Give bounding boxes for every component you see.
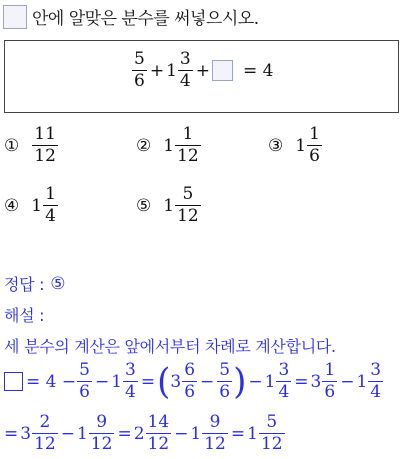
problem-box — [4, 40, 399, 113]
answer-value: ⑤ — [50, 273, 66, 294]
answer-blank-box — [3, 5, 27, 29]
answer-blank[interactable] — [212, 60, 233, 81]
solution-text: 세 분수의 계산은 앞에서부터 차례로 계산합니다. — [4, 337, 336, 356]
choice-2[interactable]: ② 1 $\frac{1}{12}$ — [136, 124, 199, 166]
answer-label: 정답 : — [4, 275, 45, 294]
problem-equation: $\frac{5}{6}$ + 1 $\frac{3}{4}$ + = 4 — [134, 49, 274, 91]
choice-4[interactable]: ④ 1 $\frac{1}{4}$ — [4, 184, 56, 226]
choice-5[interactable]: ⑤ 1 $\frac{5}{12}$ — [136, 184, 199, 226]
choice-3[interactable]: ③ 1 $\frac{1}{6}$ — [268, 124, 320, 166]
fraction-3-4: $\frac{3}{4}$ — [179, 49, 191, 91]
fraction-5-6: $\frac{5}{6}$ — [134, 49, 145, 91]
solution-label: 해설 : — [4, 306, 45, 325]
choice-1[interactable]: ① $\frac{11}{12}$ — [4, 124, 56, 166]
question-header — [3, 4, 259, 29]
solution-line-1: = 4 − $\frac{5}{6}$ − 1 $\frac{3}{4}$ = ( 3 $\frac{6}{6}$ − $\frac{5}{6}$ ) − 1 $\frac{3}{4}$ = 3 $\frac{1}{6}$ − 1 $\frac{3}{4}$ — [4, 362, 384, 401]
blank-symbol — [4, 372, 23, 391]
solution-line-2: = 3 $\frac{2}{12}$ − 1 $\frac{9}{12}$ = 2 $\frac{14}{12}$ − 1 $\frac{9}{12}$ = 1 $\frac{5}{12}$ — [4, 412, 283, 454]
question-text: 안에 알맞은 분수를 써넣으시오. — [32, 9, 259, 29]
answer-line — [4, 272, 65, 295]
